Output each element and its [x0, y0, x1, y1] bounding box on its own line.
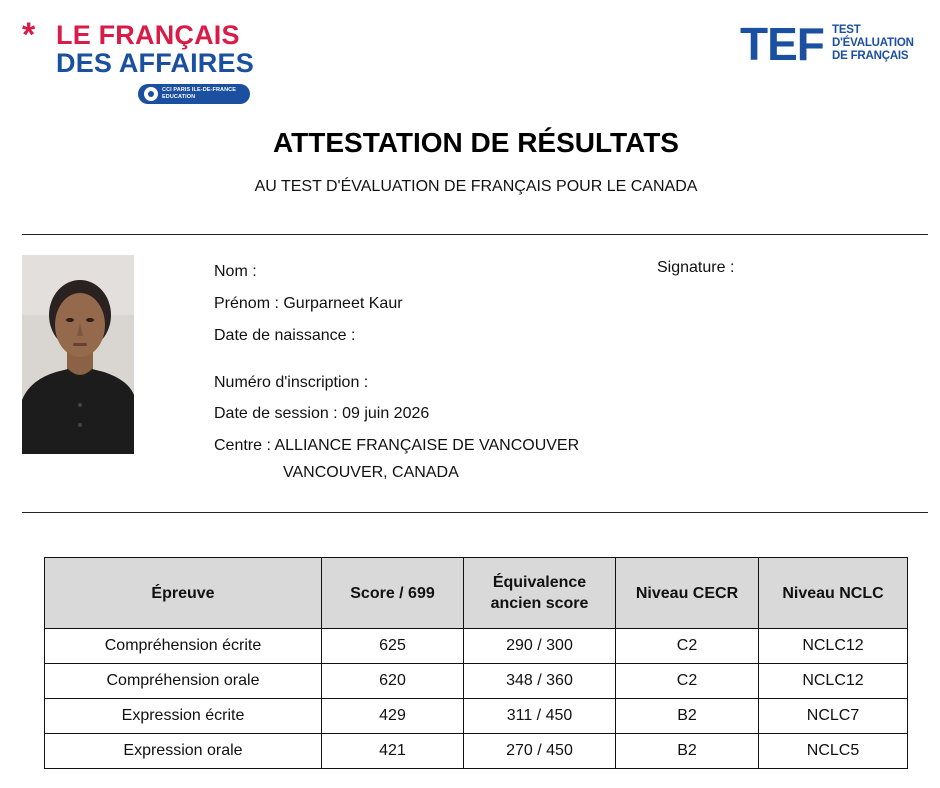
cell-cecr: B2	[616, 734, 759, 769]
cell-equivalence: 311 / 450	[464, 699, 616, 734]
col-header-equivalence	[464, 558, 616, 629]
cell-score: 625	[322, 629, 464, 664]
candidate-nom: Nom :	[214, 263, 257, 280]
cci-badge-line2: EDUCATION	[162, 94, 196, 100]
logo-text-line1: LE FRANÇAIS	[56, 20, 240, 50]
page-subtitle: AU TEST D'ÉVALUATION DE FRANÇAIS POUR LE CANADA	[254, 178, 698, 195]
cell-nclc: NCLC12	[759, 629, 908, 664]
candidate-date-naissance: Date de naissance :	[214, 327, 356, 344]
logo-text-line2: DES AFFAIRES	[56, 48, 254, 78]
cell-equivalence: 290 / 300	[464, 629, 616, 664]
divider-bottom	[22, 512, 928, 513]
logo-star-icon: *	[22, 16, 36, 54]
cci-badge-text	[162, 87, 236, 101]
cell-epreuve: Compréhension écrite	[45, 629, 322, 664]
cell-cecr: C2	[616, 629, 759, 664]
cci-education-badge	[138, 84, 250, 104]
candidate-centre: Centre : ALLIANCE FRANÇAISE DE VANCOUVER	[214, 437, 580, 454]
candidate-centre-city: VANCOUVER, CANADA	[283, 464, 459, 481]
results-table	[44, 557, 908, 769]
col-header-nclc: Niveau NCLC	[759, 558, 908, 629]
tef-logo-line3: DE FRANÇAIS	[832, 50, 909, 62]
col-header-cecr: Niveau CECR	[616, 558, 759, 629]
cell-score: 421	[322, 734, 464, 769]
tef-logo-line1: TEST	[832, 24, 861, 36]
candidate-numero-inscription: Numéro d'inscription :	[214, 374, 369, 391]
tef-logo-text	[832, 24, 914, 63]
col-header-score: Score / 699	[322, 558, 464, 629]
signature-label: Signature :	[657, 259, 735, 276]
cell-epreuve: Expression écrite	[45, 699, 322, 734]
tef-logo-line2: D'ÉVALUATION	[832, 37, 914, 49]
candidate-date-session: Date de session : 09 juin 2026	[214, 405, 430, 422]
tef-logo-acronym: TEF	[740, 18, 824, 70]
cell-nclc: NCLC5	[759, 734, 908, 769]
table-row	[45, 734, 908, 769]
cell-score: 429	[322, 699, 464, 734]
table-row	[45, 629, 908, 664]
page-title: ATTESTATION DE RÉSULTATS	[273, 127, 679, 158]
cell-nclc: NCLC12	[759, 664, 908, 699]
cell-epreuve: Expression orale	[45, 734, 322, 769]
results-header-row	[45, 558, 908, 629]
candidate-photo-image	[22, 255, 134, 454]
cell-equivalence: 348 / 360	[464, 664, 616, 699]
cci-logo-icon	[144, 87, 158, 101]
cell-cecr: B2	[616, 699, 759, 734]
col-header-equivalence-line2: ancien score	[490, 595, 589, 612]
candidate-prenom: Prénom : Gurparneet Kaur	[214, 295, 403, 312]
table-row	[45, 664, 908, 699]
cell-nclc: NCLC7	[759, 699, 908, 734]
divider-top	[22, 234, 928, 235]
table-row	[45, 699, 908, 734]
cell-equivalence: 270 / 450	[464, 734, 616, 769]
cci-badge-line1: CCI PARIS ILE-DE-FRANCE	[162, 87, 237, 93]
col-header-equivalence-line1: Équivalence	[492, 574, 587, 591]
candidate-photo	[22, 255, 134, 454]
cell-cecr: C2	[616, 664, 759, 699]
cell-score: 620	[322, 664, 464, 699]
col-header-epreuve: Épreuve	[45, 558, 322, 629]
cell-epreuve: Compréhension orale	[45, 664, 322, 699]
